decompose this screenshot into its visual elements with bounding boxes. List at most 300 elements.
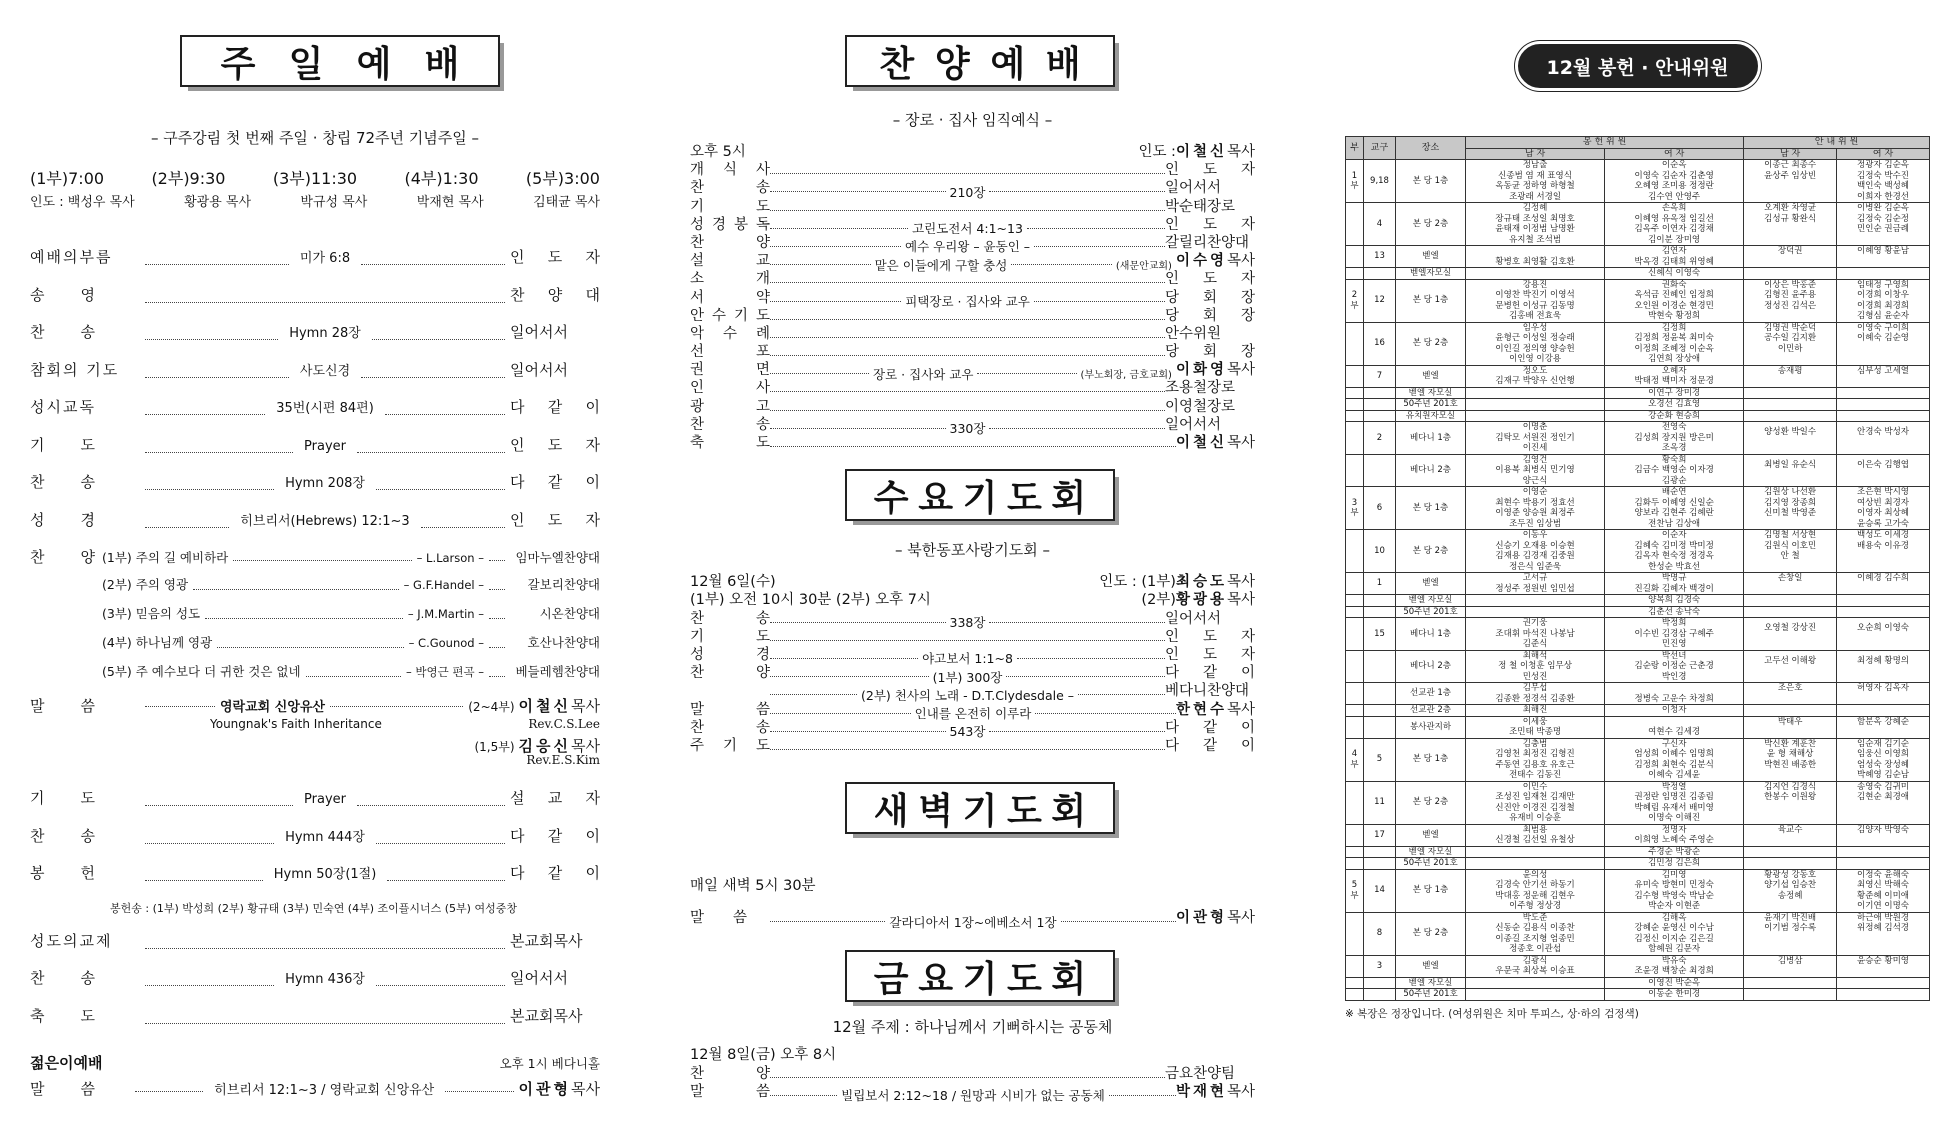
offering-note: 봉헌송 : (1부) 박성희 (2부) 황규태 (3부) 민숙연 (4부) 조이플시너스 (5부) 여성중창 [110, 901, 517, 915]
leader-dots [145, 1023, 505, 1024]
order-row [30, 471, 600, 509]
label-char: 찬 [690, 719, 705, 736]
service-content: 빌립보서 2:12~18 / 원망과 시비가 없는 공동체 [841, 1088, 1105, 1104]
name-line: 최영신 박해숙 [1857, 880, 1910, 890]
name-line: 박명규 [1661, 573, 1687, 583]
names-om [1466, 781, 1605, 824]
names-om [1466, 279, 1605, 322]
leader-dots [770, 1095, 837, 1096]
label-char: 교 [755, 253, 770, 270]
leader-line [770, 219, 1165, 237]
bu-cell [1346, 716, 1364, 738]
name-line: 민인순 권금례 [1857, 224, 1910, 234]
name-line: 김광순 [1661, 475, 1687, 486]
order-content: Hymn 436장 [279, 968, 371, 987]
youth-speaker: 이관형 [518, 1080, 572, 1098]
names-om [1466, 487, 1605, 530]
names-gm [1744, 955, 1837, 977]
label-char: 기 [722, 737, 737, 754]
names-om [1466, 160, 1605, 203]
names-gm [1744, 454, 1837, 487]
name-line: 정광자 김순옥 [1857, 160, 1910, 170]
preacher-role-1: 목사 [571, 697, 600, 715]
order-row [30, 321, 600, 359]
anthem-part: (2부) 주의 영광 [102, 577, 189, 592]
name-line: 김해옥 [1661, 912, 1687, 923]
service-label [690, 431, 770, 452]
gyogu-cell: 17 [1364, 824, 1396, 846]
gyogu-cell [1364, 716, 1396, 738]
order-person: 일어서서 [510, 969, 568, 987]
label-char: 찬 [690, 416, 705, 433]
name-line: 김충범 [1522, 738, 1548, 749]
service-person: 금요찬양팀 [1165, 1065, 1236, 1082]
name-line: 유재비 이승훈 [1509, 813, 1562, 823]
name-line: 이인영 이강용 [1509, 354, 1562, 364]
leader-dots [770, 446, 1176, 447]
place-cell: 베다니 2층 [1396, 650, 1466, 683]
gyogu-cell: 13 [1364, 246, 1396, 268]
name-line: 백인숙 백성혜 [1857, 181, 1910, 191]
name-line: 김현순 최경애 [1857, 792, 1910, 802]
label-char: 양 [755, 1065, 770, 1082]
preacher-en-2: Rev.E.S.Kim [526, 753, 600, 767]
names-gm [1744, 322, 1837, 365]
name-line [1838, 376, 1928, 387]
order-row [30, 930, 600, 968]
name-line: 오혜자 [1661, 365, 1687, 376]
name-line: 최범용 [1522, 824, 1548, 835]
names-of [1605, 846, 1744, 858]
name-line: 윤 형 채해상 [1766, 749, 1814, 759]
name-line [1838, 803, 1928, 814]
names-om [1466, 989, 1605, 1001]
names-of [1605, 573, 1744, 595]
order-person: 인 도 자 [510, 435, 600, 454]
header-guide-male: 남 자 [1744, 148, 1837, 160]
names-gm [1744, 824, 1837, 846]
name-line: 김영건 [1522, 454, 1548, 465]
name-line: 장덕권 [1777, 246, 1803, 256]
label-char: 인 [690, 380, 705, 397]
label-char: 씀 [755, 701, 770, 718]
name-line: 신미철 박영준 [1764, 508, 1817, 518]
name-line: 김정신 이지순 김은길 [1634, 933, 1714, 944]
names-gm [1744, 683, 1837, 705]
names-gm [1744, 650, 1837, 683]
leader-dots [770, 749, 1165, 750]
name-line [1745, 858, 1835, 869]
bu-cell [1346, 650, 1364, 683]
order-person: 다 같 이 [510, 826, 600, 845]
name-line: 박선녀 [1661, 650, 1687, 661]
label-char: 선 [690, 344, 705, 361]
service-person: 한현수 [1175, 701, 1227, 718]
name-line: 김준식 [1522, 639, 1548, 649]
name-line: 오혜영 조미용 정정란 [1634, 181, 1714, 191]
label-char: 말 [690, 701, 705, 718]
bu-cell [1346, 606, 1364, 618]
name-line [1745, 311, 1835, 322]
name-line [1745, 438, 1835, 449]
name-line [1745, 388, 1835, 399]
service-person: 안수위원 [1165, 325, 1222, 342]
name-line: 박태우 [1777, 716, 1803, 727]
friday-order [690, 1062, 1255, 1104]
names-gm [1744, 246, 1837, 268]
names-gf [1837, 977, 1930, 989]
sermon-part1: (2~4부) [468, 700, 515, 714]
service-content: 피택장로 · 집사와 교우 [905, 294, 1030, 309]
gyogu-cell: 4 [1364, 203, 1396, 246]
name-line: 조광래 서경일 [1509, 191, 1562, 202]
service-row [690, 340, 1255, 361]
name-line [1467, 847, 1603, 858]
preacher-role-2: 목사 [571, 737, 600, 755]
sunday-worship-subtitle: – 구주강림 첫 번째 주일 · 창립 72주년 기념주일 – [150, 129, 480, 147]
header-guide: 안 내 위 원 [1744, 137, 1930, 149]
names-gf [1837, 322, 1930, 365]
title-char: 회 [1051, 958, 1087, 1000]
committee-row [1346, 912, 1930, 955]
service-leader: 황광용 목사 [184, 195, 252, 210]
name-line: 신경철 김선일 유철상 [1495, 835, 1575, 845]
names-om [1466, 650, 1605, 683]
order-content: Hymn 28장 [283, 322, 367, 341]
name-line: 김연자 [1661, 246, 1687, 256]
name-line [1838, 847, 1928, 858]
names-om [1466, 365, 1605, 387]
service-time: (3부)11:30 [272, 169, 358, 188]
name-line: 김정희 정윤복 최미숙 [1634, 333, 1714, 343]
order-content: Hymn 208장 [279, 472, 371, 491]
name-line: 윤형근 이성일 정승래 [1495, 333, 1575, 343]
name-line: 김수형 박영숙 박남순 [1634, 890, 1714, 901]
leader-dots [421, 527, 505, 528]
service-content: 맡은 이들에게 구할 충성 [874, 257, 1008, 273]
name-line: 함분옥 강혜순 [1857, 716, 1910, 727]
bu-cell: 4 부 [1346, 738, 1364, 781]
wed-times: (1부) 오전 10시 30분 (2부) 오후 7시 [690, 592, 931, 609]
gyogu-cell: 7 [1364, 365, 1396, 387]
name-line [1745, 268, 1835, 279]
leader-line [770, 210, 1165, 211]
dawn-speaker: 이관형 [1175, 910, 1227, 927]
service-content: 야고보서 1:1~8 [922, 651, 1013, 667]
name-line: 이경희 최경희 [1857, 300, 1910, 311]
name-line: 최해진 [1522, 705, 1548, 715]
title-char: 찬 [879, 43, 915, 85]
name-line: 전찬남 김상애 [1648, 518, 1701, 529]
bu-cell [1346, 322, 1364, 365]
name-line: 임우성 [1522, 322, 1548, 333]
name-line [1606, 717, 1742, 728]
bu-cell [1346, 989, 1364, 1001]
name-line: 신동순 김용식 이종찬 [1495, 923, 1575, 933]
order-person: 다 같 이 [510, 473, 600, 491]
leader-dots [989, 622, 1165, 623]
order-row [30, 284, 600, 322]
label-char: 찬 [690, 610, 705, 627]
order-label: 성 경 [30, 510, 97, 529]
name-line: 이경희 이창우 [1857, 290, 1910, 300]
name-line: 권정란 임명진 김종림 [1634, 792, 1714, 802]
name-line: 이명춘 [1522, 422, 1548, 432]
order-person: 인 도 자 [510, 248, 601, 266]
names-of [1605, 606, 1744, 618]
label-char: 광 [690, 398, 705, 415]
label-char: 주 [690, 737, 705, 754]
service-person: 일어서서 [1165, 416, 1222, 433]
worship-order [30, 246, 600, 546]
name-line: 옥동균 정하영 하형철 [1495, 181, 1575, 191]
service-person: 베다니찬양대 [1165, 683, 1250, 700]
order-content: 히브리서(Hebrews) 12:1~3 [234, 510, 415, 529]
name-line [1745, 519, 1835, 530]
name-line: 오영철 강상진 [1764, 623, 1817, 634]
committee-row [1346, 977, 1930, 989]
leader-line [770, 1077, 1165, 1078]
label-char: 송 [755, 416, 770, 433]
name-line: 위정혜 김석경 [1857, 923, 1910, 933]
leader-dots [770, 228, 908, 229]
name-line: 황광성 강동호 [1764, 869, 1817, 880]
anthem-composer: – C.Gounod – [408, 636, 484, 650]
leader-dots [770, 264, 871, 265]
name-line: 이민수 [1522, 781, 1548, 792]
order-content: Prayer [298, 792, 352, 807]
service-person: 이영철장로 [1165, 398, 1236, 415]
committee-row [1346, 530, 1930, 573]
name-line [1838, 944, 1928, 955]
order-row [30, 1005, 600, 1043]
leader-dots [770, 173, 1165, 174]
anthem-composer: – 박영근 편곡 – [405, 665, 484, 679]
order-content: 35번(시편 84편) [270, 397, 380, 416]
order-content: 사도신경 [294, 360, 356, 379]
order-label: 축 도 [30, 1006, 97, 1025]
wed-leader1-name: 최승도 [1175, 574, 1227, 591]
name-line: 이혜숙 김순영 [1857, 333, 1910, 343]
service-row [690, 413, 1255, 437]
wed-date: 12월 6일(수) [690, 574, 776, 591]
bu-cell [1346, 530, 1364, 573]
committee-row [1346, 955, 1930, 977]
leader-line [770, 640, 1165, 641]
names-of [1605, 454, 1744, 487]
label-char: 개 [690, 162, 705, 179]
order-label: 찬 송 [30, 826, 97, 845]
leader-dots [145, 880, 263, 881]
service-content: 338장 [949, 615, 986, 631]
name-line [1745, 847, 1835, 858]
names-om [1466, 846, 1605, 858]
order-row [30, 434, 600, 472]
label-char: 성 [690, 646, 705, 663]
name-line: 손옥희 [1661, 203, 1687, 213]
names-om [1466, 410, 1605, 422]
service-content: 장로 · 집사와 교우 [873, 366, 974, 382]
label-char: 악 [690, 325, 705, 342]
name-line: 이인길 정의영 양승헌 [1495, 343, 1575, 354]
leader-dots [770, 428, 946, 429]
gyogu-cell [1364, 595, 1396, 607]
leader-dots [989, 428, 1165, 429]
names-of [1605, 279, 1744, 322]
name-line: 임태정 구영희 [1857, 279, 1910, 290]
bu-cell: 5 부 [1346, 869, 1364, 912]
names-gf [1837, 268, 1930, 280]
label-char: 개 [755, 271, 770, 288]
anthem-composer: – L.Larson – [416, 551, 484, 565]
name-line: 김무섭 [1522, 683, 1548, 693]
name-line: 조옥경 [1661, 443, 1687, 453]
service-leader: 김태균 목사 [533, 195, 600, 210]
youth-content: 히브리서 12:1~3 / 영락교회 신앙유산 [208, 1079, 440, 1098]
names-om [1466, 912, 1605, 955]
gyogu-cell: 5 [1364, 738, 1396, 781]
title-char: 기 [962, 790, 998, 832]
name-line: 오순희 이영숙 [1857, 623, 1910, 634]
names-of [1605, 410, 1744, 422]
service-leader: 박재현 목사 [416, 195, 484, 210]
names-gf [1837, 869, 1930, 912]
header-gyogu: 교구 [1364, 137, 1396, 160]
label-char: 안 [690, 307, 705, 324]
bu-cell [1346, 422, 1364, 455]
name-line: 최현수 박용기 정효선 [1495, 497, 1575, 508]
name-line: 김형심 윤순자 [1857, 311, 1910, 321]
name-line [1467, 246, 1603, 257]
names-gm [1744, 203, 1837, 246]
names-om [1466, 869, 1605, 912]
name-line: 이혜영 유옥정 임길선 [1634, 213, 1714, 224]
name-line [1838, 634, 1928, 645]
committee-row [1346, 279, 1930, 322]
service-content: (2부) 천사의 노래 - D.T.Clydesdale – [861, 687, 1075, 703]
name-line: 옥석금 진혜인 임정희 [1634, 290, 1714, 300]
leader-dots [1035, 713, 1176, 714]
name-line [1838, 607, 1928, 618]
service-time: (1부)7:00 [30, 169, 105, 188]
order-row [30, 246, 600, 284]
place-cell: 본 당 1층 [1396, 738, 1466, 781]
name-line: 육교수 [1777, 824, 1803, 835]
names-of [1605, 912, 1744, 955]
names-of [1605, 203, 1744, 246]
gyogu-cell: 2 [1364, 422, 1396, 455]
name-line: 송영숙 김귀미 [1857, 781, 1910, 792]
names-gf [1837, 387, 1930, 399]
names-om [1466, 399, 1605, 411]
sermon-part2: (1,5부) [474, 740, 515, 754]
names-om [1466, 530, 1605, 573]
names-gm [1744, 705, 1837, 717]
committee-row [1346, 738, 1930, 781]
other-services-column [690, 0, 1255, 1104]
names-om [1466, 246, 1605, 268]
place-cell: 50주년 201호 [1396, 858, 1466, 870]
name-line: 이청자 [1661, 705, 1687, 715]
praise-leader-prefix: 인도 : [1138, 144, 1176, 160]
name-line: 민성진 [1522, 671, 1548, 682]
names-om [1466, 824, 1605, 846]
leader-dots [361, 264, 505, 265]
label-char: 양 [755, 234, 770, 251]
sunday-worship-column [30, 0, 600, 1104]
title-char: 양 [934, 43, 970, 85]
place-cell: 본 당 2층 [1396, 322, 1466, 365]
service-content: 543장 [949, 724, 986, 740]
service-person: 이수영 [1175, 253, 1227, 270]
names-gf [1837, 422, 1930, 455]
committee-row [1346, 858, 1930, 870]
label-char: 고 [755, 398, 770, 415]
title-char: 요 [918, 477, 953, 519]
name-line: 여현수 김세경 [1648, 727, 1701, 737]
name-line: 이동순 한미경 [1648, 989, 1701, 999]
bu-cell [1346, 410, 1364, 422]
name-line: 엄성희 이혜수 임명희 [1634, 749, 1714, 759]
label-char: 씀 [755, 1083, 770, 1100]
name-line [1838, 584, 1928, 595]
label-char: 찬 [690, 665, 705, 682]
name-line: 김홍배 전효욱 [1509, 311, 1562, 321]
name-line: 임순재 김기순 [1857, 738, 1910, 749]
name-line [1467, 595, 1603, 606]
leader-dots [977, 373, 1076, 374]
label-char: 포 [755, 344, 770, 361]
name-line: 박유숙 [1661, 955, 1687, 966]
bu-cell [1346, 365, 1364, 387]
worship-order-2 [30, 787, 600, 900]
place-cell: 봉사관지하 [1396, 716, 1466, 738]
name-line [1745, 584, 1835, 595]
service-role: 목사 [1226, 362, 1255, 379]
header-offering: 봉 헌 위 원 [1466, 137, 1744, 149]
names-gf [1837, 160, 1930, 203]
label-char: 사 [755, 380, 770, 397]
names-of [1605, 365, 1744, 387]
place-cell: 본 당 2층 [1396, 530, 1466, 573]
label-char: 축 [690, 435, 705, 451]
place-cell: 벧엘 [1396, 955, 1466, 977]
name-line: 김경숙 안기선 하동기 [1495, 880, 1575, 890]
committee-row [1346, 781, 1930, 824]
names-om [1466, 454, 1605, 487]
wednesday-subtitle: – 북한동포사랑기도회 – [895, 541, 1050, 560]
name-line: 조두진 임상범 [1509, 518, 1562, 529]
name-line: 강용진 [1522, 279, 1548, 290]
leader-dots [145, 377, 289, 378]
anthem-row [30, 633, 600, 662]
leader-dots [489, 647, 505, 648]
friday-theme: 12월 주제 : 하나님께서 기뻐하시는 공동체 [832, 1018, 1113, 1037]
name-line: 조은호 [1777, 683, 1803, 693]
name-line: 박도준 [1522, 912, 1548, 923]
leader-dots [145, 948, 505, 949]
name-line: 김병삼 [1777, 955, 1803, 966]
order-label: 참회의 기도 [30, 360, 120, 379]
committee-row [1346, 650, 1930, 683]
service-times [30, 166, 600, 189]
name-line: 김지언 김경식 [1764, 781, 1817, 792]
bu-cell [1346, 824, 1364, 846]
service-person: 박재현 [1175, 1083, 1227, 1100]
leader-dots [770, 373, 869, 374]
name-line: 박정열 [1661, 781, 1687, 792]
place-cell: 벧엘 [1396, 824, 1466, 846]
